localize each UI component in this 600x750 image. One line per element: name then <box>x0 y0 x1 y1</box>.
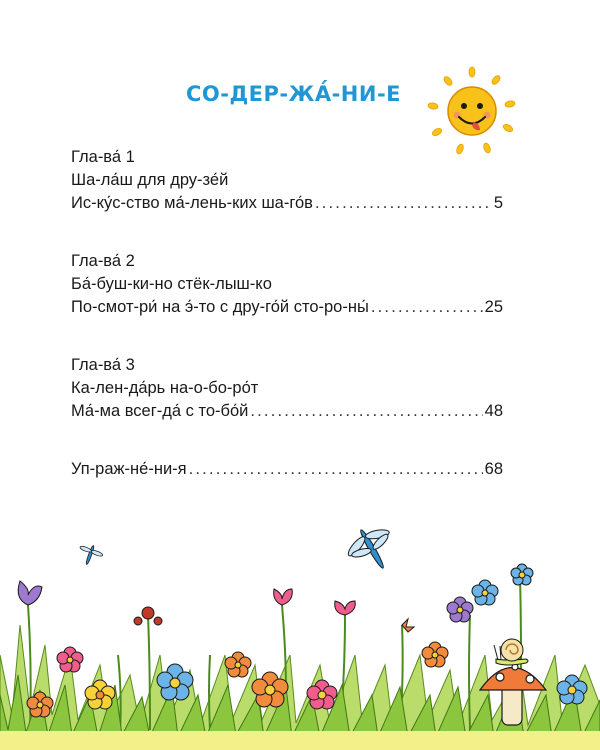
exercises-page-number: 68 <box>484 460 503 478</box>
chapter-3-entry-title: Ма́-ма всег-да́ с то-бо́й <box>71 402 249 420</box>
dot-leader <box>189 458 483 481</box>
chapter-1 <box>71 146 503 215</box>
flower <box>472 580 498 605</box>
chapter-2-entry <box>71 296 503 319</box>
dragonfly-icon <box>340 518 405 581</box>
dot-leader <box>371 296 483 319</box>
chapter-3-page-number: 48 <box>484 402 503 420</box>
flower <box>511 564 533 585</box>
flower <box>422 642 448 667</box>
exercises-title: Уп-раж-не́-ни-я <box>71 460 187 478</box>
table-of-contents <box>71 146 503 481</box>
flower <box>85 680 115 709</box>
exercises-entry <box>71 458 503 481</box>
chapter-1-entry <box>71 192 503 215</box>
chapter-3 <box>71 354 503 423</box>
snail-icon <box>494 639 528 665</box>
chapter-3-subtitle: Ка-лен-да́рь на-о-бо-ро́т <box>71 379 259 397</box>
dot-leader <box>250 400 482 423</box>
chapter-2-subtitle: Ба́-буш-ки-но стёк-лыш-ко <box>71 275 272 293</box>
chapter-3-entry <box>71 400 503 423</box>
flower <box>225 652 251 677</box>
dot-leader <box>315 192 492 215</box>
chapter-1-label: Гла-ва́ 1 <box>71 148 135 166</box>
chapter-1-entry-title: Ис-ку́с-ство ма́-лень-ких ша-го́в <box>71 194 313 212</box>
chapter-2-label: Гла-ва́ 2 <box>71 252 135 270</box>
flower-meadow-illustration <box>0 505 600 750</box>
flower <box>57 647 83 672</box>
chapter-2-page-number: 25 <box>484 298 503 316</box>
flower <box>157 664 193 700</box>
chapter-3-label: Гла-ва́ 3 <box>71 356 135 374</box>
page-title: СО-ДЕР-ЖА́-НИ-Е <box>186 82 402 106</box>
dragonfly-icon <box>75 541 104 568</box>
chapter-2-entry-title: По-смот-ри́ на э́-то с дру-го́й сто-ро-ны́ <box>71 298 369 316</box>
chapter-1-subtitle: Ша-ла́ш для дру-зе́й <box>71 171 229 189</box>
flower <box>447 597 473 622</box>
ground-strip <box>0 731 600 750</box>
chapter-2 <box>71 250 503 319</box>
chapter-1-page-number: 5 <box>493 194 503 212</box>
